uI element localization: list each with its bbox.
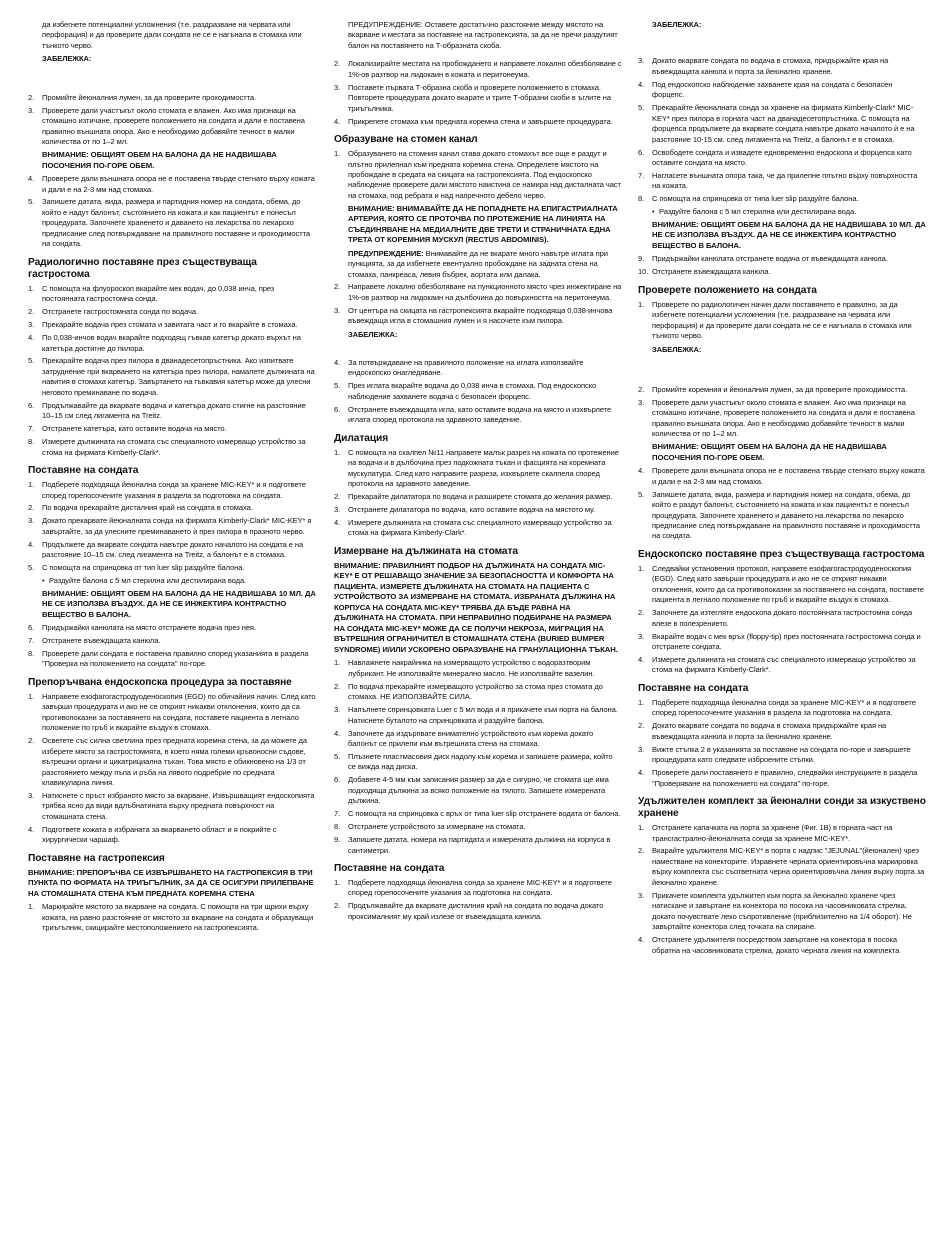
step-number: 3.: [334, 705, 341, 715]
steps-list: [28, 480, 316, 574]
step-text: По 0,038-инчов водач вкарайте подходящ гъвкав катетър докато върхът на катетъра достигне до пилора.: [42, 333, 301, 353]
step-number: 1.: [638, 823, 645, 833]
step-number: 2.: [28, 307, 35, 317]
warning-text: ВНИМАНИЕ: ОБЩИЯТ ОБЕМ НА БАЛОНА ДА НЕ НАДВИШАВА ПОСОЧЕНИЯ ПО-ГОРЕ ОБЕМ.: [652, 442, 887, 462]
list-item: [28, 174, 316, 195]
step-text: Вкарайте удължителя MIC-KEY* в порта с надпис "JEJUNAL"(йеюнален) чрез наместване на конекторите. Изравнете черната ориентировъчна маркировка върху комплекта със съответната черна ориентировъчна линия върху порта за йеюнално хранене.: [652, 846, 925, 887]
step-number: 8.: [28, 437, 35, 447]
step-number: 3.: [28, 105, 35, 115]
step-number: 10.: [638, 267, 649, 277]
step-number: 6.: [334, 404, 341, 414]
list-item: [638, 103, 926, 145]
list-item: [638, 300, 926, 342]
step-number: 5.: [334, 751, 341, 761]
step-number: 5.: [28, 356, 35, 366]
step-text: Запишете датата, вида, размера и партидния номер на сондата, обема, до който е надут балонът, състоянието на кожата и как пациентът е понесъл процедурата. Започнете храненето и даването на лекарства по лекарско предписание след потвърждаване на правилното поставяне и проходимостта на сондата.: [42, 197, 311, 249]
step-text: Вижте стъпка 2 в указанията за поставяне на сондата по-горе и завършете процедурата като следвате изброените стъпки.: [652, 744, 911, 765]
note-label: ЗАБЕЛЕЖКА:: [348, 329, 398, 339]
step-text: Запишете датата, вида, размера и партидния номер на сондата, обема, до който е раздут балонът, състоянието на кожата и как пациентът е понесъл процедурата. Започнете храненето и даването на лекарства по лекарско предписание след потвърждаване на правилното поставяне и проходимостта на сондата.: [652, 489, 921, 541]
step-number: 7.: [334, 809, 341, 819]
list-item: [638, 148, 926, 169]
step-number: 1.: [334, 658, 341, 668]
list-item: [638, 80, 926, 101]
step-text: През иглата вкарайте водача до 0,038 инча в стомаха. Под ендоскопско наблюдение захванете водача с безопасен форцепс.: [348, 381, 597, 401]
step-number: 4.: [334, 728, 341, 738]
step-number: 3.: [638, 744, 645, 754]
list-item: [638, 745, 926, 766]
step-number: 6.: [28, 400, 35, 410]
step-number: 6.: [334, 775, 341, 785]
step-number: 5.: [28, 563, 35, 573]
step-text: Подберете подходяща йеюнална сонда за хранене MIC-KEY* и я подгответе според горепосочените указания за подготовка на сондата.: [348, 878, 612, 898]
step-number: 8.: [28, 649, 35, 659]
list-item: [28, 649, 316, 670]
step-text: С помощта на флуороскоп вкарайте мек водач, до 0,038 инча, през постоянната гастростомна сонда.: [42, 283, 275, 304]
bullet-text: • Раздуйте балона с 5 мл стерилна или дестилирана вода.: [652, 207, 926, 217]
step-text: Прикрепете стомаха към предната коремна стена и завършете процедурата.: [348, 116, 613, 126]
step-number: 4.: [638, 466, 645, 476]
list-item: [28, 424, 316, 434]
step-text: Отстранете въвеждащата игла, като оставите водача на място и изхвърлете иглата според протокола на здравното заведение.: [348, 404, 612, 425]
list-item: [334, 505, 622, 515]
list-item: [28, 623, 316, 633]
section-heading: Удължителен комплект за йеюнални сонди за изкуствено хранене: [638, 796, 926, 820]
step-number: 3.: [638, 631, 645, 641]
note-gap: [638, 359, 926, 385]
list-item: [638, 171, 926, 192]
step-text: Отстранете гастростомната сонда по водача.: [42, 307, 199, 317]
steps-list: [334, 149, 622, 201]
step-text: С помощта на скалпел №11 направете малък разрез на кожата по протежение на водача и в дълбочина през подкожната тъкан и фасцията на коремната мускулатура. След като направите разреза, изхвърлете скалпела според протокола на здравното заведение.: [348, 447, 619, 489]
list-item: [334, 518, 622, 539]
list-item: [638, 490, 926, 542]
list-item: [28, 540, 316, 561]
step-number: 3.: [334, 82, 341, 92]
step-text: Измерете дължината на стомата със специалното измерващо устройство за стома на фирмата Kimberly-Clark*.: [42, 437, 306, 457]
step-text: Прекарайте йеюналната сонда за хранене на фирмата Kimberly-Clark* MIC-KEY* през пилора в горната част на дванадесетопръстника. С помощта на форцепса продължете да вкарвате сондата навътре докато началото ѝ е на разстояние 10-15 см. след лигамента на Treitz, а балонът е в стомаха.: [652, 103, 915, 144]
step-text: Отстранете удължителя посредством завъртане на конектора в посока обратна на часовниковата стрелка, докато черната линия на комплекта: [652, 935, 900, 955]
step-text: Добавете 4-5 мм към записания размер за да е сигурно, че стомата ще има подходяща дължина за всяко положение на тялото. Запишете измерената дължина.: [348, 775, 609, 806]
list-item: [28, 902, 316, 933]
step-number: 4.: [28, 333, 35, 343]
list-item: [638, 56, 926, 77]
step-text: Отстранете устройството за измерване на стомата.: [348, 822, 526, 832]
section-heading: Поставяне на гастропексия: [28, 852, 165, 864]
step-text: От центъра на скицата на гастропексията вкарайте подходяща 0,038-инчова въвеждаща игла в стомашния лумен и я насочете към пилора.: [348, 305, 613, 326]
step-number: 2.: [28, 92, 35, 102]
warning-text: ВНИМАНИЕ: ОБЩИЯТ ОБЕМ НА БАЛОНА ДА НЕ НАДВИШАВА 10 МЛ. ДА НЕ СЕ ИЗПОЛЗВА ВЪЗДУХ. ДА НЕ СЕ ИНЖЕКТИРА КОНТРАСТНО ВЕЩЕСТВО В БАЛОНА.: [652, 219, 926, 250]
step-text: Отстранете капачката на порта за хранене (Фиг. 1B) в горната част на трансгастрално-йеюналната сонда за хранене MIC-KEY*.: [652, 823, 893, 843]
steps-list: [638, 254, 926, 277]
step-number: 5.: [638, 489, 645, 499]
column-middle: [334, 20, 622, 925]
step-text: Вкарайте водач с мек връх (floppy-tip) през постоянната гастростомна сонда и отстранете сондата.: [652, 631, 921, 652]
section-heading: Поставяне на сондата: [334, 863, 445, 875]
step-text: С помощта на спринцовка от тип luer slip раздуйте балона.: [42, 563, 245, 573]
steps-list: [28, 284, 316, 458]
steps-list: [334, 358, 622, 426]
list-item: [28, 736, 316, 788]
step-text: Отстранете въвеждащата канюла.: [652, 267, 771, 277]
step-number: 8.: [638, 194, 645, 204]
bullet-text: • Раздуйте балона с 5 мл стерилна или дестилирана вода.: [42, 576, 316, 586]
column-left: [28, 20, 316, 936]
step-number: 7.: [28, 424, 35, 434]
step-number: 1.: [28, 902, 35, 912]
list-item: [334, 901, 622, 922]
step-number: 1.: [28, 480, 35, 490]
step-text: Прекарайте дилататора по водача и разширете стомата до желания размер.: [348, 492, 613, 501]
list-item: [28, 106, 316, 148]
list-item: [638, 698, 926, 719]
step-number: 4.: [334, 517, 341, 527]
list-item: [334, 117, 622, 127]
list-item: [334, 705, 622, 726]
step-number: 5.: [28, 197, 35, 207]
step-text: Нагласете външната опора така, че да прилепне плътно върху повърхността на кожата.: [652, 170, 918, 191]
step-number: 2.: [28, 503, 35, 513]
step-number: 4.: [638, 935, 645, 945]
list-item: [28, 401, 316, 422]
list-item: [28, 437, 316, 458]
steps-list: [638, 56, 926, 204]
list-item: [638, 608, 926, 629]
step-number: 1.: [334, 149, 341, 159]
list-item: [28, 516, 316, 537]
step-number: 6.: [638, 147, 645, 157]
step-number: 2.: [334, 492, 341, 501]
warning-label: ПРЕДУПРЕЖДЕНИЕ:: [348, 248, 424, 258]
step-number: 7.: [638, 170, 645, 180]
list-item: [334, 729, 622, 750]
list-item: [334, 149, 622, 201]
list-item: [638, 768, 926, 789]
steps-list: [28, 174, 316, 250]
steps-list: [334, 448, 622, 539]
step-number: 3.: [334, 504, 341, 514]
warning-text: ВНИМАНИЕ: ОБЩИЯТ ОБЕМ НА БАЛОНА ДА НЕ НАДВИШАВА ПОСОЧЕНИЯ ПО-ГОРЕ ОБЕМ.: [42, 150, 277, 170]
step-text: Започнете да изтегляте ендоскопа докато постоянната гастростомна сонда влезе в полезрението.: [652, 608, 913, 628]
step-number: 3.: [28, 516, 35, 526]
section-heading: Поставяне на сондата: [28, 465, 139, 477]
step-text: По водача прекарайте дисталния край на сондата в стомаха.: [42, 503, 253, 513]
step-text: Следвайки установения протокол, направете езофагогастродуоденоскопия (EGD). След като завърши процедурата и ако не се открият никакви отклонения, които да са противопоказни за поставянето на сондата, поставете пациента в легнало положение по гръб и вкарайте въздух в стомаха.: [652, 563, 924, 605]
list-item: [334, 752, 622, 773]
step-text: Докато вкарвате сондата по водача в стомаха, придържайте края на въвеждащата канюла и порта за йеюнално хранене.: [652, 56, 889, 76]
list-item: [334, 306, 622, 327]
step-text: Проверете дали сондата е поставена правилно според указанията в раздела "Проверка на положението на сондата" по-горе.: [42, 649, 309, 669]
list-item: [28, 636, 316, 646]
step-number: 2.: [28, 736, 35, 746]
warning-paragraph: [334, 249, 622, 280]
step-number: 4.: [28, 539, 35, 549]
step-text: Продължавайте да вкарвате водача и катетъра докато стигне на разстояние 10–15 см след лигамента на Treitz.: [42, 400, 306, 421]
step-number: 1.: [334, 878, 341, 888]
list-item: [334, 492, 622, 502]
step-text: Измерете дължината на стомата със специалното измерващо устройство за стома на фирмата Kimberly-Clark*.: [652, 655, 916, 675]
step-number: 2.: [638, 721, 645, 731]
list-item: [334, 658, 622, 679]
steps-list: [28, 692, 316, 846]
step-number: 4.: [638, 655, 645, 665]
step-number: 2.: [638, 384, 645, 394]
steps-list: [638, 466, 926, 542]
step-number: 2.: [334, 282, 341, 292]
warning-text: ВНИМАНИЕ: ПРАВИЛНИЯТ ПОДБОР НА ДЪЛЖИНАТА НА СОНДАТА MIC-KEY* Е ОТ РЕШАВАЩО ЗНАЧЕНИЕ ЗА БЕЗОПАСНОСТТА И КОМФОРТА НА ПАЦИЕНТА. ИЗМЕРЕТЕ ДЪЛЖИНАТА НА СТОМАТА НА ПАЦИЕНТА С УСТРОЙСТВОТО ЗА ИЗМЕРВАНЕ НА СТОМАТА. ИЗБРАНАТА ДЪЛЖИНА НА КОРПУСА НА СОНДАТА MIC-KEY* ТРЯБВА ДА БЪДЕ РАВНА НА ДЪЛЖИНАТА НА СТОМАТА. ПРИ НЕПРАВИЛНО ПОДБИРАНЕ НА РАЗМЕРА НА СОНДАТА MIC-KEY* МОЖЕ ДА СЕ ПОЛУЧИ НЕКРОЗА, МИГРАЦИЯ НА ВЪТРЕШНИЯ ОГРАНИЧИТЕЛ В СТОМАШНАТА СТЕНА (BURIED BUMPER SYNDROME) И/ИЛИ УСКОРЕНО ОБРАЗУВАНЕ НА ГРАНУЛАЦИОННА ТЪКАН.: [334, 560, 618, 654]
list-item: [638, 721, 926, 742]
steps-list: [334, 878, 622, 922]
list-item: [28, 320, 316, 330]
list-item: [638, 891, 926, 933]
step-number: 1.: [638, 697, 645, 707]
step-number: 4.: [334, 357, 341, 367]
step-text: С помощта на спринцовка от типа luer slip раздуйте балона.: [652, 194, 859, 204]
step-text: Поставете първата Т-образна скоба и проверете положението в стомаха. Повторете процедурата докато вкарате и трите Т-образни скоби в ъглите на триъгълника.: [348, 82, 611, 113]
step-text: Прекарайте водача през пилора в дванадесетопръстника. Ако изпитвате затруднение при вкарването на катетъра през пилора, намалете дължината на навития в стомаха катетър. Завъртането на гъвкавия катетър може да улесни неговото преминаване по водача.: [42, 356, 315, 397]
list-item: [334, 878, 622, 899]
list-item: [638, 385, 926, 395]
list-item: [28, 563, 316, 573]
step-text: С помощта на спринцовка с връх от типа luer slip отстранете водата от балона.: [348, 809, 621, 819]
list-item: [28, 791, 316, 822]
step-number: 3.: [638, 890, 645, 900]
steps-list: [638, 385, 926, 440]
document-page: [14, 20, 939, 1242]
warning-text: ВНИМАНИЕ: ВНИМАВАЙТЕ ДА НЕ ПОПАДНЕТЕ НА ЕПИГАСТРИАЛНАТА АРТЕРИЯ, КОЯТО СЕ ПРОТОЧВА ПО ПРОТЕЖЕНИЕ НА ЛИНИЯТА НА СЪЕДИНЯВАНЕ НА МЕДИАЛНИТЕ ДВЕ ТРЕТИ И СТРАНИЧНАТА ЕДНА ТРЕТА ОТ КОРЕМНИЯ МУСКУЛ (RECTUS ABDOMINIS).: [348, 203, 618, 245]
step-text: Проверете дали външната опора не е поставена твърде стегнато върху кожата и дали е на 2-3 мм над стомаха.: [42, 174, 315, 194]
list-item: [638, 846, 926, 888]
note-gap: [334, 344, 622, 358]
steps-list: [638, 300, 926, 342]
step-text: Локализирайте местата на пробождането и направете локално обезболяване с 1%-ов разтвор на лидокаин в кожата и перитонеума.: [348, 59, 622, 79]
list-item: [28, 503, 316, 513]
column-right: [638, 20, 926, 959]
section-heading: Дилатация: [334, 432, 389, 444]
list-item: [334, 775, 622, 806]
step-text: Продължете да вкарвате сондата навътре докато началото на сондата е на разстояние 10–15 см. след лигамента на Treitz, а балонът е в стомаха.: [42, 539, 304, 560]
step-text: Освободете сондата и извадете едновременно ендоскопа и форцепса като оставите сондата на място.: [652, 147, 912, 168]
step-number: 2.: [334, 59, 341, 69]
list-item: [334, 809, 622, 819]
step-text: Започнете да издърпвате внимателно устройството към корема докато балонът се прилепи към вътрешната стена на стомаха.: [348, 728, 594, 748]
section-heading: Радиологично поставяне през съществуваща гастростома: [28, 256, 257, 280]
step-number: 2.: [638, 846, 645, 856]
step-number: 4.: [28, 824, 35, 834]
list-item: [638, 254, 926, 264]
note-label: ЗАБЕЛЕЖКА:: [652, 344, 702, 354]
warning-paragraph: ПРЕДУПРЕЖДЕНИЕ: Оставете достатъчно разстояние между мястото на вкарване и местата за поставяне на гастропексията, за да не пречи раздутият балон на поставянето на Т-образната скоба.: [348, 20, 618, 50]
section-heading: Препоръчвана ендоскопска процедура за поставяне: [28, 676, 292, 688]
step-text: Под ендоскопско наблюдение захванете края на сондата с безопасен форцепс.: [652, 79, 893, 100]
steps-list: [638, 698, 926, 789]
list-item: [334, 822, 622, 832]
section-heading: Поставяне на сондата: [638, 682, 749, 694]
step-text: Проверете дали участъкът около стомата е влажен. Ако има признаци на стомашно изтичане, проверете положението на сондата и дали е поставена правилно външната опора. Ако е необходимо добавяйте течност в малки количества от по 1–2 мл.: [42, 105, 305, 147]
warning-body: Внимавайте да не вкарате много навътре иглата при пункцията, за да избегнете евентуално пробождане на задната стена на стомаха, панкреаса, левия бъбрек, аортата или далака.: [348, 248, 608, 279]
note-gap: [638, 34, 926, 56]
steps-list: [334, 282, 622, 326]
step-text: Направете езофагогастродуоденоскопия (EGD) по обичайния начин. След като завърши процедурата и ако не се открият никакви отклонения, които да са противопоказни за поставянето на сондата, поставете пациента в легнало положение по гръб и вкарайте въздух в стомаха.: [42, 691, 316, 733]
step-text: Придържайки канюлата на място отстранете водача през нея.: [42, 623, 256, 633]
step-number: 1.: [28, 283, 35, 293]
note-label: ЗАБЕЛЕЖКА:: [652, 20, 702, 29]
list-item: [638, 935, 926, 956]
list-item: [28, 480, 316, 501]
step-text: Навлажнете накрайника на измерващото устройство с водоразтворим лубрикант. Не използвайте минерално масло. Не използвайте вазелин.: [348, 658, 595, 678]
list-item: [638, 267, 926, 277]
step-number: 3.: [28, 791, 35, 801]
step-text: Подберете подходяща йеюнална сонда за хранене MIC-KEY* и я подгответе според горепосочените указания в раздела за подготовка на сондата.: [42, 480, 306, 500]
list-item: [334, 448, 622, 490]
step-text: Прикачете комплекта удължител към порта за йеюнално хранене чрез натискане и завъртане на конектора по посока на часовниковата стрелка, докато почувствате леко съпротивление (приблизително на 1/4 оборот). Не завъртайте конектора след точката на спиране.: [652, 890, 912, 932]
step-number: 4.: [334, 116, 341, 126]
step-number: 1.: [334, 447, 341, 457]
step-number: 6.: [28, 623, 35, 633]
step-text: Маркирайте мястото за вкарване на сондата. С помощта на три щрихи върху кожата, на равно разстояние от мястото за вкарване на сондата и образуващи триъгълник, скицирайте местоположението на гастропексията.: [42, 902, 314, 933]
list-item: [28, 692, 316, 734]
list-item: [334, 835, 622, 856]
list-item: [28, 356, 316, 398]
step-number: 2.: [334, 681, 341, 691]
step-text: Направете локално обезболяване на пункционното място чрез инжектиране на 1%-ов разтвор на лидокаин на дълбочина до повърхността на перитонеума.: [348, 282, 622, 302]
list-item: [28, 93, 316, 103]
step-text: Проверете по радиологичен начин дали поставянето е правилно, за да избегнете потенциални усложнения (т.е. раздразване на червата или перфорация) и да проверите дали сондата не се е нагънала в стомаха или тънкото черво.: [652, 299, 912, 341]
step-number: 3.: [638, 56, 645, 66]
note-gap: [28, 69, 316, 93]
list-item: [28, 825, 316, 846]
step-number: 1.: [638, 563, 645, 573]
step-number: 9.: [638, 254, 645, 264]
section-heading: Проверете положението на сондата: [638, 284, 817, 296]
step-number: 3.: [28, 320, 35, 330]
step-text: Подберете подходяща йеюнална сонда за хранене MIC-KEY* и я подгответе според горепосочените указания в раздела за подготовка на сондата.: [652, 697, 916, 718]
step-text: Проверете дали участъкът около стомата е влажен. Ако има признаци на стомашно изтичане, проверете положението на сондата и дали е поставена правилно външната опора. Ако е необходимо добавяйте течност в малки количества от по 1–2 мл.: [652, 397, 915, 439]
step-number: 4.: [28, 174, 35, 184]
list-item: [334, 405, 622, 426]
steps-list: [28, 902, 316, 933]
step-text: Измерете дължината на стомата със специалното измерващо устройство за стома на фирмата Kimberly-Clark*.: [348, 517, 612, 538]
warning-text: ВНИМАНИЕ: ОБЩИЯТ ОБЕМ НА БАЛОНА ДА НЕ НАДВИШАВА 10 МЛ. ДА НЕ СЕ ИЗПОЛЗВА ВЪЗДУХ. ДА НЕ СЕ ИНЖЕКТИРА КОНТРАСТНО ВЕЩЕСТВО В БАЛОНА.: [42, 588, 316, 619]
step-number: 7.: [28, 636, 35, 646]
step-text: Отстранете катетъра, като оставите водача на място.: [42, 424, 227, 434]
step-text: Напълнете спринцовката Luer с 5 мл вода и я прикачете към порта на балона. Натиснете буталото на спринцовката и раздуйте балона.: [348, 705, 618, 725]
step-text: Подгответе кожата в избраната за вкарването област и я покрийте с хирургически чаршаф.: [42, 824, 277, 845]
list-item: [638, 823, 926, 844]
step-text: Плъзнете пластмасовия диск надолу към корема и запишете размера, който се вижда над диска.: [348, 751, 613, 772]
list-item: [28, 197, 316, 249]
step-text: Отстранете дилататора по водача, като оставите водача на мястото му.: [348, 504, 595, 514]
step-number: 3.: [334, 305, 341, 315]
step-number: 1.: [638, 299, 645, 309]
step-text: Осветете със силна светлина през предната коремна стена, за да можете да изберете място за гастростомията, в което няма големи кръвоносни съдове, вътрешни органи и цикатрициална тъкан. Това място е обикновено на 1/3 от разстоянието между пъпа и ръба на лявото подребрие по средната клавикуларна линия.: [42, 736, 307, 788]
step-text: По водача прекарайте измерващото устройство за стома през стомата до стомаха. НЕ ИЗПОЛЗВАЙТЕ СИЛА.: [348, 681, 603, 702]
warning-text: ВНИМАНИЕ: ПРЕПОРЪЧВА СЕ ИЗВЪРШВАНЕТО НА ГАСТРОПЕКСИЯ В ТРИ ПУНКТА ПО ФОРМАТА НА ТРИЪГЪЛНИК, ЗА ДА СЕ ОСИГУРИ ПРИЛЕПВАНЕ НА СТОМАШНАТА СТЕНА КЪМ ПРЕДНАТА КОРЕМНА СТЕНА: [28, 867, 314, 898]
step-text: Натиснете с пръст избраното място за вкарване. Извършващият ендоскопията трябва ясно да види вдлъбнатината върху предната повърхност на стомашната стена.: [42, 791, 315, 821]
list-item: [334, 358, 622, 379]
step-number: 4.: [638, 79, 645, 89]
step-number: 1.: [28, 691, 35, 701]
list-item: [28, 333, 316, 354]
steps-list: [28, 93, 316, 148]
step-text: Промийте коремния и йеюналния лумен, за да проверите проходимостта.: [652, 384, 908, 394]
step-number: 8.: [334, 822, 341, 832]
step-number: 5.: [334, 381, 341, 391]
steps-list: [638, 564, 926, 676]
list-item: [638, 564, 926, 606]
step-text: За потвърждаване на правилното положение на иглата използвайте ендоскопско онагледяване.: [348, 357, 584, 378]
intro-text: да избегнете потенциални усложнения (т.е. раздразване на червата или перфорация) и да проверите дали сондата не се е нагънала в стомаха или тънкото черво.: [42, 20, 302, 50]
list-item: [638, 466, 926, 487]
section-heading: Ендоскопско поставяне през съществуваща гастростома: [638, 548, 925, 560]
step-number: 4.: [638, 768, 645, 778]
note-label: ЗАБЕЛЕЖКА:: [42, 54, 92, 64]
step-text: Образуването на стомния канал става докато стомахът все още е раздут и плътно прилепнал към предната коремна стена. Определете мястото на пробождане в средата на скицата на гастропексията. Под ендоскопско наблюдение проверете дали мястото наистина се намира над дисталната част на стомаха, под ребрата и над напречното дебело черво.: [348, 149, 621, 200]
list-item: [638, 655, 926, 676]
step-text: Проверете дали външната опора не е поставена твърде стегнато върху кожата и дали е на 2-3 мм над стомаха.: [652, 466, 925, 486]
step-text: Прекарайте водача през стомата и завитата част и го вкарайте в стомаха.: [42, 320, 298, 330]
list-item: [334, 59, 622, 80]
list-item: [28, 307, 316, 317]
step-text: Отстранете въвеждащата канюла.: [42, 636, 161, 646]
list-item: [334, 381, 622, 402]
steps-list: [28, 623, 316, 670]
list-item: [638, 194, 926, 204]
list-item: [334, 682, 622, 703]
step-text: Докато прекарвате йеюналната сонда на фирмата Kimberly-Clark* MIC-KEY* я завъртайте, за да улесните преминаването ѝ през пилора в празното черво.: [42, 516, 312, 536]
step-text: Продължавайте да вкарвате дисталния край на сондата по водача докато проксималният му край излезе от въвеждащата канюла.: [348, 901, 604, 921]
steps-list: [334, 658, 622, 856]
steps-list: [334, 59, 622, 127]
step-number: 2.: [334, 901, 341, 911]
section-heading: Образуване на стомен канал: [334, 134, 478, 146]
step-text: Запишете датата, номера на партидата и измерената дължина на корпуса в сантиметри.: [348, 835, 611, 855]
list-item: [334, 83, 622, 114]
step-number: 9.: [334, 835, 341, 845]
section-heading: Измерване на дължината на стомата: [334, 545, 519, 557]
step-text: Докато вкарвате сондата по водача в стомаха придържайте края на въвеждащата канюла и порта за йеюнално хранене.: [652, 721, 887, 741]
step-text: Придържайки канюлата отстранете водача от въвеждащата канюла.: [652, 254, 888, 264]
step-text: Проверете дали поставянето е правилно, следвайки инструкциите в раздела "Проверяване на положението на сондата" по-горе.: [652, 768, 918, 788]
step-number: 5.: [638, 103, 645, 113]
step-text: Промийте йеюналния лумен, за да проверите проходимостта.: [42, 92, 257, 102]
step-number: 2.: [638, 608, 645, 618]
list-item: [28, 284, 316, 305]
list-item: [638, 398, 926, 440]
step-number: 3.: [638, 397, 645, 407]
list-item: [638, 632, 926, 653]
steps-list: [638, 823, 926, 956]
list-item: [334, 282, 622, 303]
